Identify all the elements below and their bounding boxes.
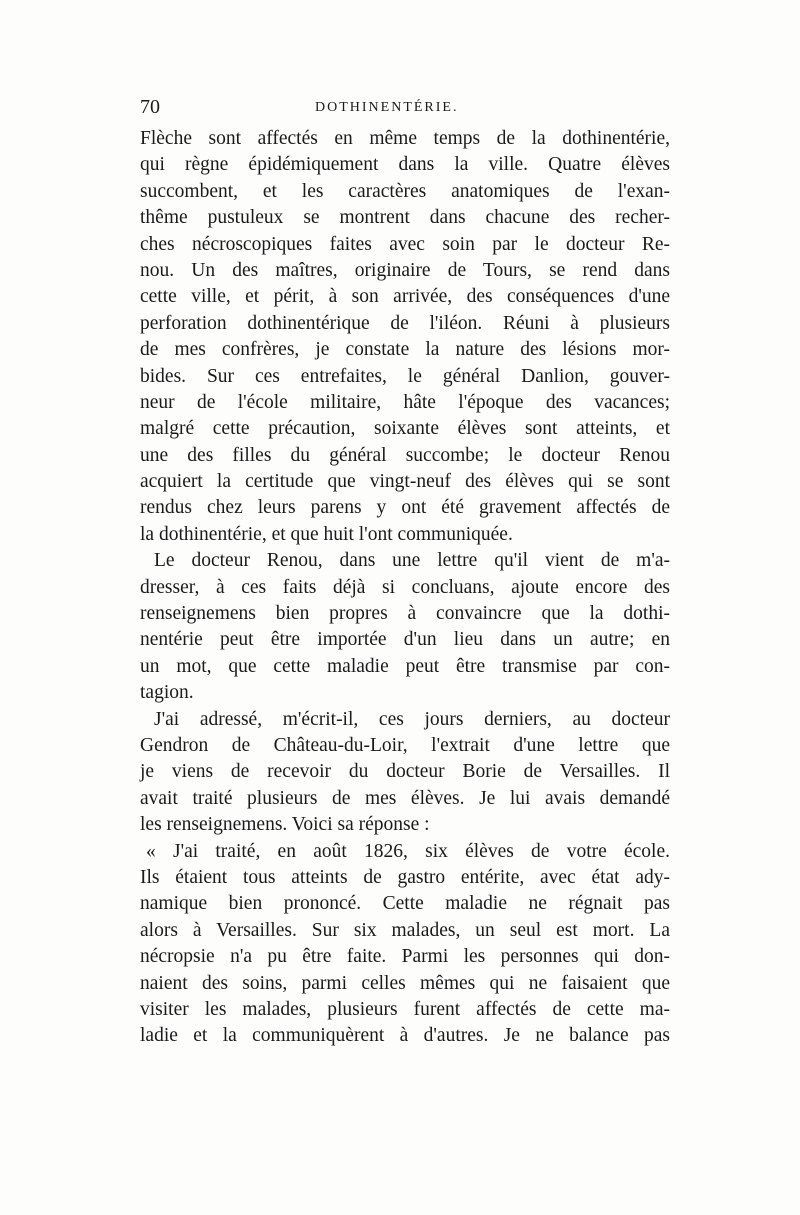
text-line: neur de l'école militaire, hâte l'époque des vacances; bbox=[140, 391, 670, 413]
text-line: la dothinentérie, et que huit l'ont communiquée. bbox=[140, 523, 513, 545]
text-line: un mot, que cette maladie peut être transmise par con- bbox=[140, 655, 670, 677]
text-line: je viens de recevoir du docteur Borie de Versailles. Il bbox=[140, 761, 670, 783]
text-line: dresser, à ces faits déjà si concluans, ajoute encore des bbox=[140, 576, 670, 598]
text-line: une des filles du général succombe; le docteur Renou bbox=[140, 444, 670, 466]
running-head: DOTHINENTÉRIE. bbox=[315, 100, 459, 115]
text-line: « J'ai traité, en août 1826, six élèves de votre école. bbox=[146, 840, 670, 862]
text-line: Ils étaient tous atteints de gastro entérite, avec état ady- bbox=[140, 866, 670, 888]
text-line: visiter les malades, plusieurs furent affectés de cette ma- bbox=[140, 998, 670, 1020]
text-line: de mes confrères, je constate la nature des lésions mor- bbox=[140, 339, 670, 361]
text-line: qui règne épidémiquement dans la ville. Quatre élèves bbox=[140, 154, 670, 176]
text-line: Flèche sont affectés en même temps de la dothinentérie, bbox=[140, 128, 670, 149]
text-line: ladie et la communiquèrent à d'autres. Je ne balance pas bbox=[140, 1025, 670, 1047]
text-line: cette ville, et périt, à son arrivée, des conséquences d'une bbox=[140, 286, 670, 308]
text-line: avait traité plusieurs de mes élèves. Je lui avais demandé bbox=[140, 787, 670, 809]
text-line: acquiert la certitude que vingt-neuf des élèves qui se sont bbox=[140, 471, 670, 493]
text-line: tagion. bbox=[140, 682, 194, 704]
text-line: les renseignemens. Voici sa réponse : bbox=[140, 814, 430, 836]
text-line: nécropsie n'a pu être faite. Parmi les personnes qui don- bbox=[140, 946, 670, 968]
page-header bbox=[140, 96, 670, 120]
page-number: 70 bbox=[140, 96, 160, 118]
text-line: Le docteur Renou, dans une lettre qu'il vient de m'a- bbox=[154, 550, 670, 572]
text-line: perforation dothinentérique de l'iléon. Réuni à plusieurs bbox=[140, 312, 670, 334]
text-line: thême pustuleux se montrent dans chacune des recher- bbox=[140, 207, 670, 229]
text-line: namique bien prononcé. Cette maladie ne régnait pas bbox=[140, 893, 670, 915]
body-text bbox=[140, 126, 670, 1050]
text-line: renseignemens bien propres à convaincre que la dothi- bbox=[140, 603, 670, 625]
text-line: J'ai adressé, m'écrit-il, ces jours derniers, au docteur bbox=[154, 708, 670, 730]
text-line: succombent, et les caractères anatomiques de l'exan- bbox=[140, 180, 670, 202]
text-line: naient des soins, parmi celles mêmes qui ne faisaient que bbox=[140, 972, 670, 994]
text-line: ches nécroscopiques faites avec soin par le docteur Re- bbox=[140, 233, 670, 255]
text-line: nentérie peut être importée d'un lieu dans un autre; en bbox=[140, 629, 670, 651]
text-line: rendus chez leurs parens y ont été gravement affectés de bbox=[140, 497, 670, 519]
text-line: alors à Versailles. Sur six malades, un seul est mort. La bbox=[140, 919, 670, 941]
text-line: Gendron de Château-du-Loir, l'extrait d'une lettre que bbox=[140, 734, 670, 756]
text-line: nou. Un des maîtres, originaire de Tours, se rend dans bbox=[140, 259, 670, 281]
text-line: malgré cette précaution, soixante élèves sont atteints, et bbox=[140, 418, 670, 440]
text-line: bides. Sur ces entrefaites, le général Danlion, gouver- bbox=[140, 365, 670, 387]
